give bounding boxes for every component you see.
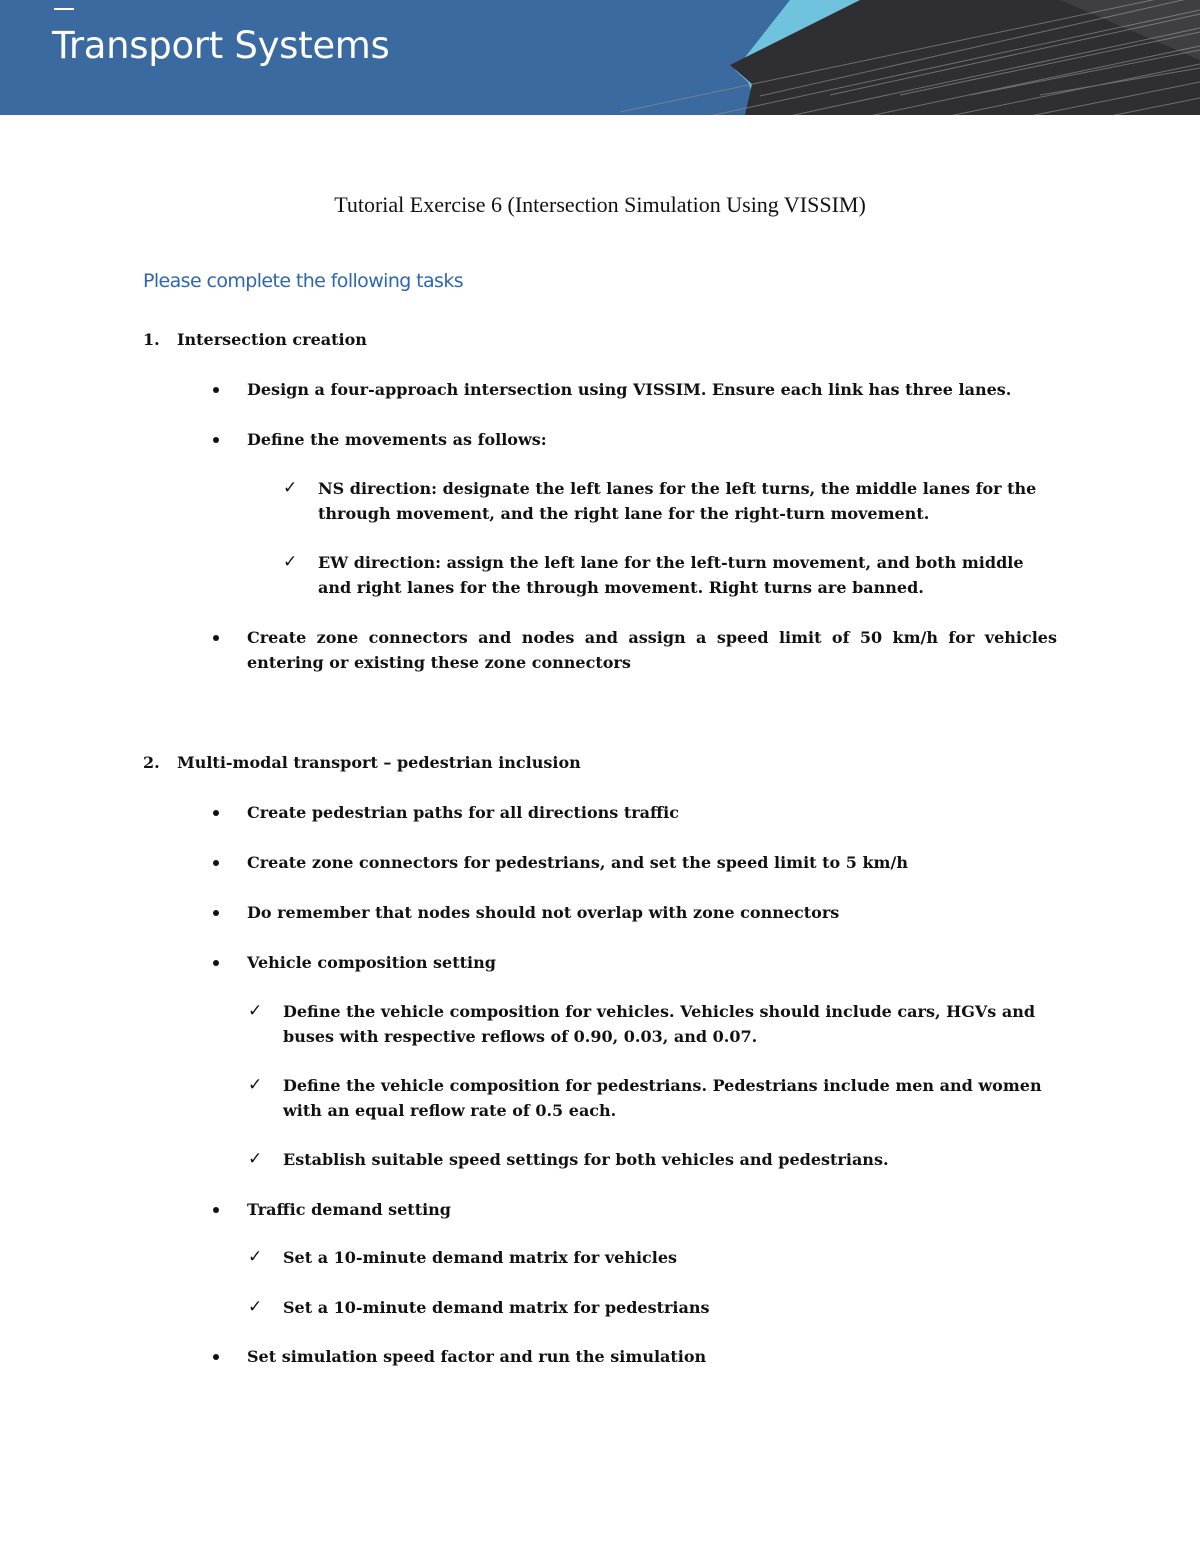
section-2-number: 2. <box>143 753 160 772</box>
bullet-icon <box>213 437 219 443</box>
section-1-number: 1. <box>143 330 160 349</box>
s1-check-1: NS direction: designate the left lanes for the left turns, the middle lanes for the through movement, and the right lane for the right-turn movement. <box>318 479 1037 523</box>
bullet-icon <box>213 860 219 866</box>
s2-bullet-2: Create zone connectors for pedestrians, and set the speed limit to 5 km/h <box>247 853 908 872</box>
s1-bullet-2: Define the movements as follows: <box>247 430 547 449</box>
section-1-title: Intersection creation <box>177 330 367 349</box>
check-icon: ✓ <box>283 478 298 498</box>
check-icon: ✓ <box>248 1001 263 1021</box>
s2-check-2: Define the vehicle composition for pedestrians. Pedestrians include men and women with an equal reflow rate of 0.5 each. <box>283 1076 1042 1120</box>
s2-bullet-4: Vehicle composition setting <box>247 953 496 972</box>
document-title: Tutorial Exercise 6 (Intersection Simulation Using VISSIM) <box>334 192 866 217</box>
s2-bullet-1: Create pedestrian paths for all directions traffic <box>247 803 679 822</box>
s2-bullet-6: Set simulation speed factor and run the simulation <box>247 1347 707 1366</box>
s2-check-5: Set a 10-minute demand matrix for pedestrians <box>283 1298 710 1317</box>
s1-bullet-1: Design a four-approach intersection using VISSIM. Ensure each link has three lanes. <box>247 380 1012 399</box>
s2-bullet-5: Traffic demand setting <box>247 1200 451 1219</box>
bullet-icon <box>213 1354 219 1360</box>
s2-check-4: Set a 10-minute demand matrix for vehicles <box>283 1248 678 1267</box>
bullet-icon <box>213 810 219 816</box>
s1-bullet-3: Create zone connectors and nodes and assign a speed limit of 50 km/h for vehicles entering or existing these zone connectors <box>247 628 1057 672</box>
check-icon: ✓ <box>283 552 298 572</box>
check-icon: ✓ <box>248 1297 263 1317</box>
banner-dash <box>54 8 74 10</box>
s2-check-1: Define the vehicle composition for vehicles. Vehicles should include cars, HGVs and buses with respective reflows of 0.90, 0.03, and 0.07. <box>283 1002 1036 1046</box>
s1-check-2: EW direction: assign the left lane for the left-turn movement, and both middle and right lanes for the through movement. Right turns are banned. <box>318 553 1024 597</box>
section-heading: Please complete the following tasks <box>143 270 464 292</box>
brand-title: Transport Systems <box>52 24 390 67</box>
check-icon: ✓ <box>248 1247 263 1267</box>
check-icon: ✓ <box>248 1075 263 1095</box>
section-2-title: Multi-modal transport – pedestrian inclusion <box>177 753 581 772</box>
header-banner <box>0 0 1200 115</box>
bullet-icon <box>213 910 219 916</box>
s2-bullet-3: Do remember that nodes should not overlap with zone connectors <box>247 903 840 922</box>
bullet-icon <box>213 960 219 966</box>
s2-check-3: Establish suitable speed settings for both vehicles and pedestrians. <box>283 1150 889 1169</box>
check-icon: ✓ <box>248 1149 263 1169</box>
bullet-icon <box>213 387 219 393</box>
bullet-icon <box>213 635 219 641</box>
bullet-icon <box>213 1207 219 1213</box>
